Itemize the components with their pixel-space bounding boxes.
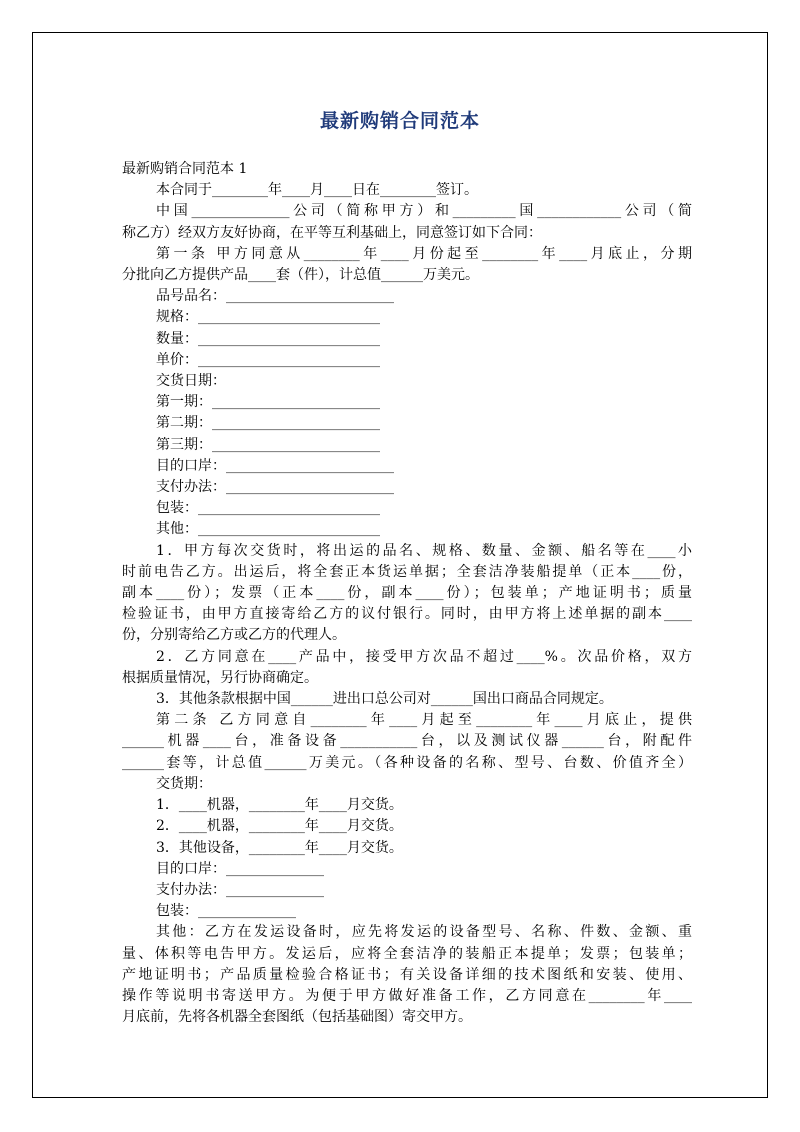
document-body — [122, 159, 692, 1028]
text-line: 第一条 甲方同意从________年____月份起至________年____月底止，分期 — [156, 245, 692, 262]
text-line: 2．____机器，________年____月交货。 — [156, 818, 403, 835]
text-line: 最新购销合同范本 1 — [122, 161, 248, 177]
text-line: 本合同于________年____月____日在________签订。 — [156, 182, 478, 199]
text-line: 品号品名：________________________ — [156, 288, 394, 305]
text-line: 中国______________公司（简称甲方）和_________国____________公司（简 — [156, 203, 692, 220]
text-line: 第三期：________________________ — [156, 436, 380, 453]
text-line: 规格：__________________________ — [156, 309, 380, 326]
text-line: 目的口岸：______________ — [156, 860, 324, 877]
text-line: 3．其他设备，________年____月交货。 — [156, 839, 403, 856]
text-line: 包装：______________ — [156, 903, 296, 920]
text-line: 支付办法：________________________ — [156, 479, 394, 496]
text-line: 月底前，先将各机器全套图纸（包括基础图）寄交甲方。 — [122, 1009, 472, 1026]
text-line: 2．乙方同意在____产品中，接受甲方次品不超过____%。次品价格，双方 — [156, 648, 692, 665]
text-line: 产地证明书；产品质量检验合格证书；有关设备详细的技术图纸和安装、使用、 — [122, 966, 692, 983]
text-line: ______套等，计总值______万美元。（各种设备的名称、型号、台数、价值齐全） — [122, 754, 692, 771]
text-line: 称乙方）经双方友好协商，在平等互利基础上，同意签订如下合同： — [122, 224, 542, 241]
text-line: 包装：__________________________ — [156, 500, 380, 517]
text-line: 分批向乙方提供产品____套（件），计总值______万美元。 — [122, 267, 479, 284]
text-line: 其他：乙方在发运设备时，应先将发运的设备型号、名称、件数、金额、重 — [156, 924, 692, 941]
text-line: 第一期：________________________ — [156, 394, 380, 411]
text-line: 交货日期： — [156, 373, 226, 390]
text-line: 单价：__________________________ — [156, 351, 380, 368]
text-line: 第二期：________________________ — [156, 415, 380, 432]
text-line: 数量：__________________________ — [156, 330, 380, 347]
text-line: 份，分别寄给乙方或乙方的代理人。 — [122, 627, 346, 644]
text-line: 交货期： — [156, 775, 212, 792]
text-line: 检验证书，由甲方直接寄给乙方的议付银行。同时，由甲方将上述单据的副本____ — [122, 606, 692, 623]
text-line: 目的口岸：________________________ — [156, 457, 394, 474]
text-line: 支付办法：______________ — [156, 881, 324, 898]
text-line: 根据质量情况，另行协商确定。 — [122, 669, 318, 686]
text-line: 1．____机器，________年____月交货。 — [156, 797, 403, 814]
text-line: 操作等说明书寄送甲方。为便于甲方做好准备工作，乙方同意在________年____ — [122, 987, 692, 1004]
text-line: 第二条 乙方同意自________年____月起至________年____月底止，提供 — [156, 712, 692, 729]
text-line: ______机器____台，准备设备___________台，以及测试仪器______台，附配件 — [122, 733, 692, 750]
text-line: 量、体积等电告甲方。发运后，应将全套洁净的装船正本提单；发票；包装单； — [122, 945, 692, 962]
text-line: 副本____份）；发票（正本____份，副本____份）；包装单；产地证明书；质量 — [122, 585, 692, 602]
text-line: 其他：__________________________ — [156, 521, 380, 538]
text-line: 时前电告乙方。出运后，将全套正本货运单据；全套洁净装船提单（正本____份， — [122, 563, 692, 580]
text-line: 1．甲方每次交货时，将出运的品名、规格、数量、金额、船名等在____小 — [156, 542, 692, 559]
document-title: 最新购销合同范本 — [319, 110, 480, 132]
text-line: 3．其他条款根据中国______进出口总公司对______国出口商品合同规定。 — [156, 691, 613, 708]
